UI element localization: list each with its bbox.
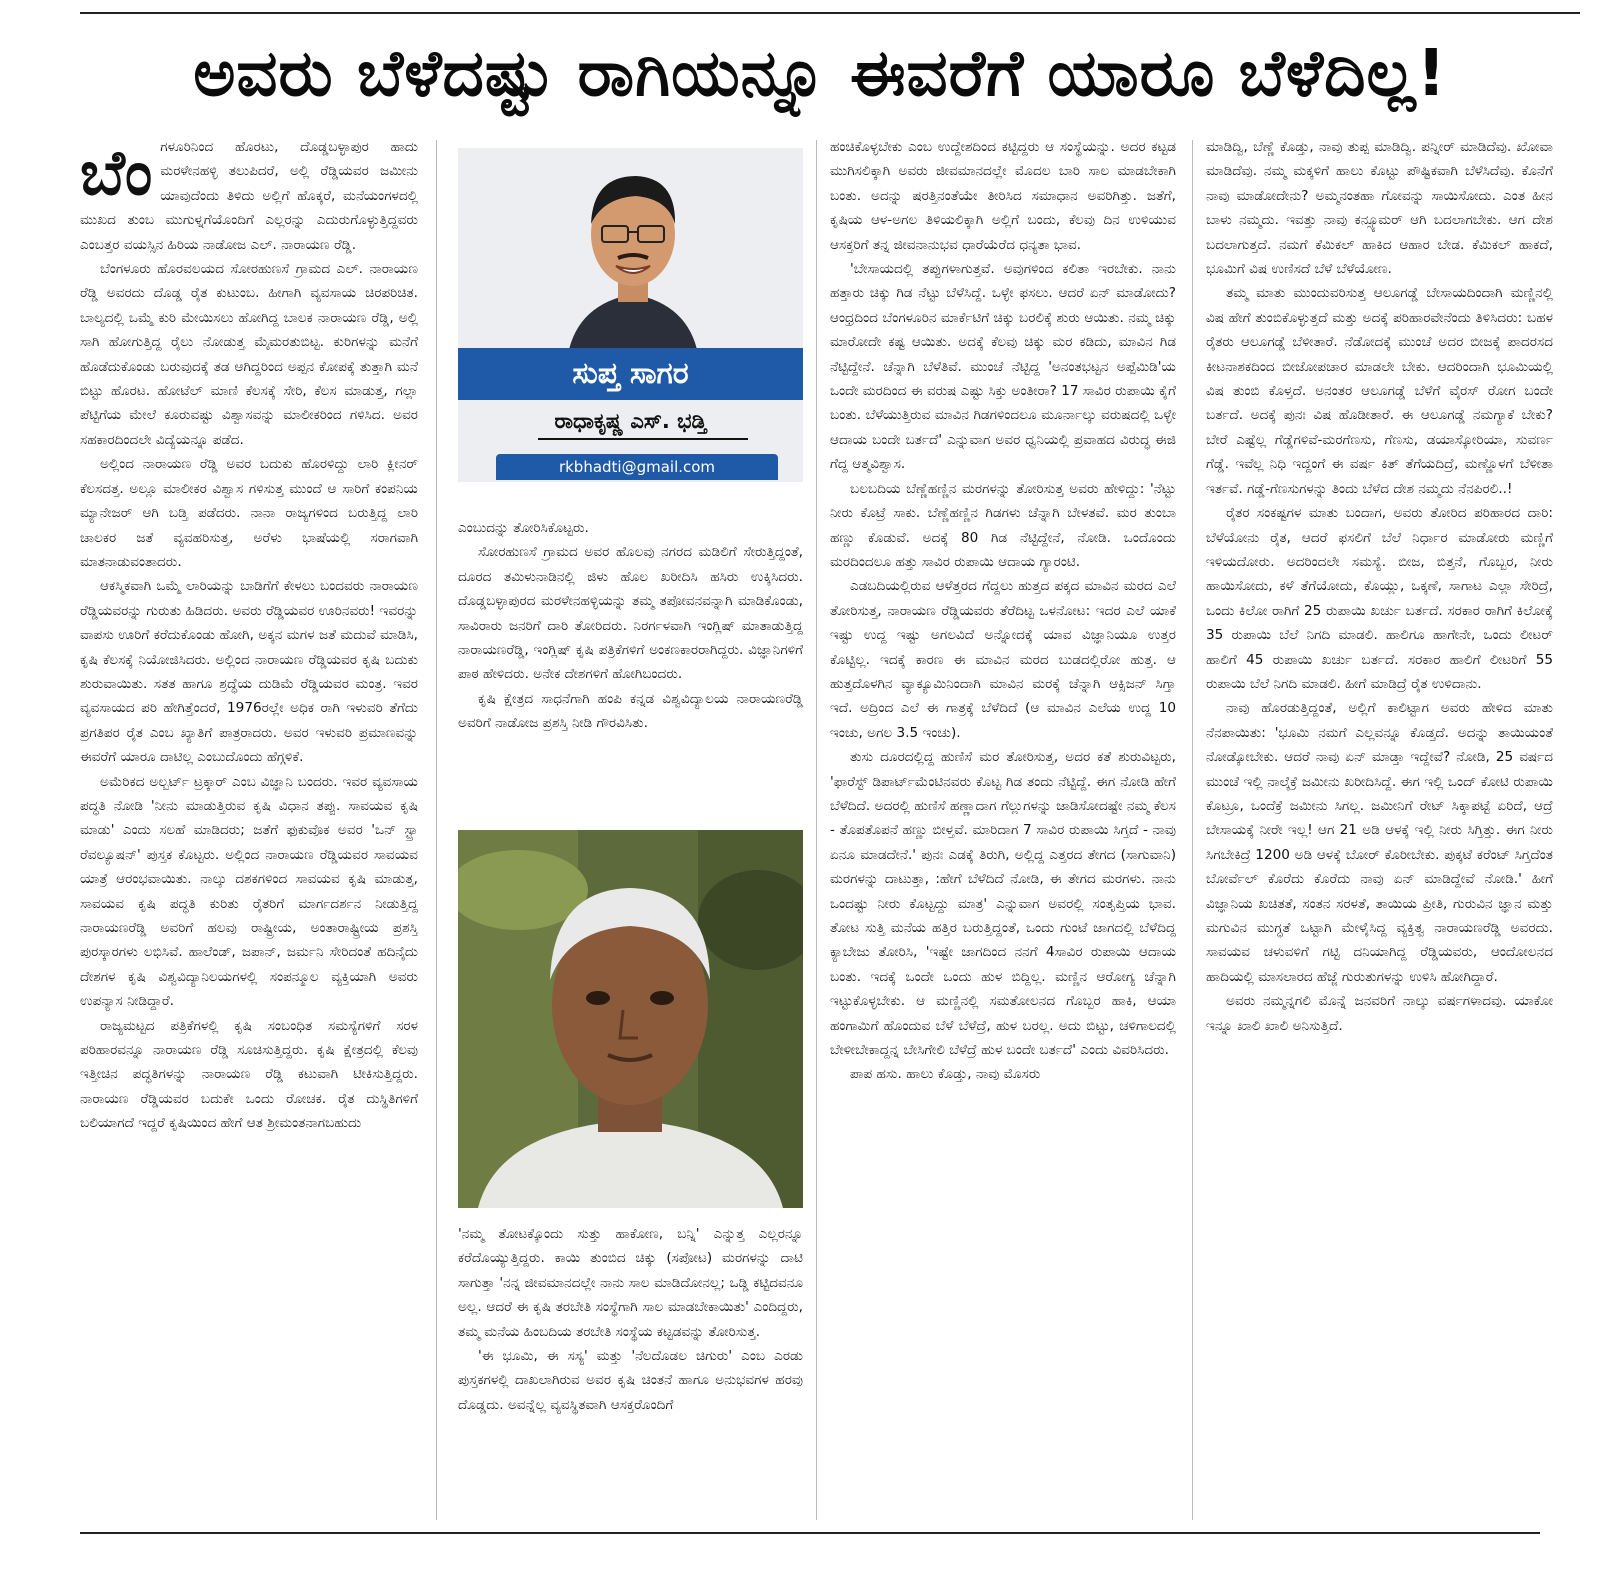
- author-underline: [538, 438, 748, 440]
- paragraph: ತಮ್ಮ ಮಾತು ಮುಂದುವರಿಸುತ್ತ ಆಲೂಗಡ್ಡೆ ಬೇಸಾಯದಿಂದಾಗಿ ಮಣ್ಣಿನಲ್ಲಿ ವಿಷ ಹೇಗೆ ತುಂಬಿಕೊಳ್ಳುತ್ತದೆ ಮತ್ತು ಅದಕ್ಕೆ ಪರಿಹಾರವೇನೆಂದು ತಿಳಿಸಿದರು: ಬಹಳ ರೈತರು ಆಲೂಗಡ್ಡೆ ಬೆಳೀತಾರೆ. ನೆಡೋದಕ್ಕೆ ಮುಂಚೆ ಅದರ ಬೀಜಕ್ಕೆ ಪಾದರಸದ ಕೀಟನಾಶಕದಿಂದ ಬೀಜೋಪಚಾರ ಮಾಡಲೇ ಬೇಕು. ಆದರಿಂದಾಗಿ ಭೂಮಿಯಲ್ಲಿ ವಿಷ ತುಂಬಿ ಕೊಳ್ತದೆ. ಅನಂತರ ಆಲೂಗಡ್ಡೆ ಬೆಳೆಗೆ ವೈರಸ್ ರೋಗ ಬಂದೇ ಬರ್ತದೆ. ಅದಕ್ಕೆ ಪುನಃ ವಿಷ ಹೊಡೀತಾರೆ. ಈ ಆಲೂಗಡ್ಡೆ ನಮಗ್ಯಾಕೆ ಬೇಕು? ಬೇರೆ ಎಷ್ಟೆಲ್ಲ ಗೆಡ್ಡೆಗಳಿವೆ-ಮರಗೆಣಸು, ಗೆಣಸು, ಡಯಾಸ್ಕೋರಿಯಾ, ಸುವರ್ಣ ಗೆಡ್ಡೆ. ಇವೆಲ್ಲ ನಿಧಿ ಇದ್ದಂಗೆ ಈ ವರ್ಷ ಕಿತ್ ತೆಗೆಯದಿದ್ರೆ, ಮಣ್ಣೊಳಗೆ ಬೆಳೀತಾ ಇರ್ತವೆ. ಗಡ್ಡೆ-ಗೆಣಸುಗಳನ್ನು ತಿಂದು ಬೆಳೆದ ದೇಶ ನಮ್ಮದು ನೆನಪಿರಲಿ..!: [1206, 285, 1553, 497]
- paragraph: ಅವರು ನಮ್ಮನ್ನಗಲಿ ಮೊನ್ನೆ ಜನವರಿಗೆ ನಾಲ್ಕು ವರ್ಷಗಳಾದವು. ಯಾಕೋ ಇನ್ನೂ ಖಾಲಿ ಖಾಲಿ ಅನಿಸುತ್ತಿದೆ.: [1206, 993, 1553, 1034]
- bottom-rule: [80, 1532, 1540, 1534]
- author-email: rkbhadti@gmail.com: [558, 458, 716, 476]
- paragraph: ಬಲಬದಿಯ ಬೆಣ್ಣೆಹಣ್ಣಿನ ಮರಗಳನ್ನು ತೋರಿಸುತ್ತ ಅವರು ಹೇಳಿದ್ದು: 'ನೆಟ್ಟು ನೀರು ಕೊಟ್ರೆ ಸಾಕು. ಬೆಣ್ಣೆಹಣ್ಣಿನ ಗಿಡಗಳು ಚೆನ್ನಾಗಿ ಬೇಳತವೆ. ಮರ ತುಂಬಾ ಹಣ್ಣು ಕೊಡುವೆ. ಅದಕ್ಕೆ 80 ಗಿಡ ನೆಟ್ಟಿದ್ದೇನೆ, ನೋಡಿ. ಒಂದೊಂದು ಮರದಿಂದಲೂ ಹತ್ತು ಸಾವಿರ ರುಪಾಯಿ ಆದಾಯ ಗ್ಯಾರಂಟಿ.: [830, 480, 1176, 570]
- article-column-1: [80, 135, 418, 1525]
- author-name: ರಾಧಾಕೃಷ್ಣ ಎಸ್. ಭಡ್ತಿ: [554, 409, 707, 433]
- top-rule: [80, 12, 1580, 14]
- paragraph: ಗಳೂರಿನಿಂದ ಹೊರಟು, ದೊಡ್ಡಬಳ್ಳಾಪುರ ಹಾದು ಮರಳೇನಹಳ್ಳಿ ತಲುಪಿದರೆ, ಅಲ್ಲಿ ರೆಡ್ಡಿಯವರ ಜಮೀನು ಯಾವುದೆಂದು ತಿಳಿದು ಅಲ್ಲಿಗೆ ಹೊಕ್ಕರೆ, ಮನೆಯಂಗಳದಲ್ಲಿ ಮುಖದ ತುಂಬ ಮುಗುಳ್ನಗೆಯೊಂದಿಗೆ ಎಲ್ಲರನ್ನು ಎದುರುಗೊಳ್ಳುತ್ತಿದ್ದವರು ಎಂಬತ್ತರ ವಯಸ್ಸಿನ ಹಿರಿಯ ನಾಡೋಜ ಎಲ್. ನಾರಾಯಣ ರೆಡ್ಡಿ.: [80, 139, 418, 253]
- article-column-2-continued: [458, 1222, 803, 1525]
- paragraph: ತುಸು ದೂರದಲ್ಲಿದ್ದ ಹುಣಿಸೆ ಮರ ತೋರಿಸುತ್ತ, ಅದರ ಕತೆ ಶುರುವಿಟ್ಟರು, 'ಫಾರೆಸ್ಟ್ ಡಿಪಾರ್ಟ್‌ಮೆಂಟಿನವರು ಕೊಟ್ಟ ಗಿಡ ತಂದು ನೆಟ್ಟಿದ್ದೆ. ಈಗ ನೋಡಿ ಹೇಗೆ ಬೆಳೆದಿದೆ. ಅದರಲ್ಲಿ ಹುಣಿಸೆ ಹಣ್ಣಾದಾಗ ಗೆಲ್ಲುಗಳನ್ನು ಜಾಡಿಸೋದಷ್ಟೇ ನಮ್ಮ ಕೆಲಸ - ತೊಪತೊಪನೆ ಹಣ್ಣು ಬೀಳ್ತವೆ. ಮಾರಿದಾಗ 7 ಸಾವಿರ ರುಪಾಯಿ ಸಿಗ್ತದೆ - ನಾವು ಏನೂ ಮಾಡದೇನೆ.' ಪುನಃ ಎಡಕ್ಕೆ ತಿರುಗಿ, ಅಲ್ಲಿದ್ದ ಎತ್ತರದ ತೇಗದ (ಸಾಗುವಾನಿ) ಮರಗಳನ್ನು ದಾಟುತ್ತಾ, :ಹೇಗೆ ಬೆಳೆದಿದೆ ನೋಡಿ, ಈ ತೇಗದ ಮರಗಳು. ನಾನು ಒಂದಷ್ಟು ನೀರು ಕೊಟ್ಟದ್ದು ಮಾತ್ರ' ಎನ್ನುವಾಗ ಅವರಲ್ಲಿ ಸಂತೃಪ್ತಿಯ ಭಾವ. ತೋಟ ಸುತ್ತಿ ಮನೆಯ ಹತ್ತಿರ ಬರುತ್ತಿದ್ದಂತೆ, ಒಂದು ಗುಂಟೆ ಜಾಗದಲ್ಲಿ ಬೆಳೆದಿದ್ದ ಕ್ಯಾಬೇಜು ತೋರಿಸಿ, 'ಇಷ್ಟೇ ಜಾಗದಿಂದ ನನಗೆ 4ಸಾವಿರ ರುಪಾಯಿ ಆದಾಯ ಬಂತು. ಇದಕ್ಕೆ ಒಂದೇ ಒಂದು ಹುಳ ಬಿದ್ದಿಲ್ಲ. ಮಣ್ಣಿನ ಆರೋಗ್ಯ ಚೆನ್ನಾಗಿ ಇಟ್ಟುಕೊಳ್ಳಬೇಕು. ಆ ಮಣ್ಣಿನಲ್ಲಿ ಸಮತೋಲನದ ಗೊಬ್ಬರ ಹಾಕಿ, ಆಯಾ ಹಂಗಾಮಿಗೆ ಹೊಂದುವ ಬೆಳೆ ಬೆಳೆದ್ರೆ, ಹುಳ ಬರಲ್ಲ. ಅದು ಬಿಟ್ಟು, ಚಳಿಗಾಲದಲ್ಲಿ ಬೇಳೀಬೇಕಾದ್ದನ್ನ ಬೇಸಿಗೇಲಿ ಬೆಳೆದ್ರೆ ಹುಳ ಬಂದೇ ಬರ್ತದೆ' ಎಂದು ವಿವರಿಸಿದರು.: [830, 749, 1176, 1059]
- column-divider: [816, 140, 817, 1520]
- paragraph: ಸೋರಹುಣಸೆ ಗ್ರಾಮದ ಅವರ ಹೊಲವು ನಗರದ ಮಡಿಲಿಗೆ ಸೇರುತ್ತಿದ್ದಂತೆ, ದೂರದ ತಮಿಳುನಾಡಿನಲ್ಲಿ ಜಿಳು ಹೊಲ ಖರೀದಿಸಿ ಹಸಿರು ಉಕ್ಕಿಸಿದರು. ದೊಡ್ಡಬಳ್ಳಾಪುರದ ಮರಳೇನಹಳ್ಳಿಯನ್ನು ತಮ್ಮ ತಪೋವನವನ್ನಾಗಿ ಮಾಡಿಕೊಂಡು, ಸಾವಿರಾರು ಜನರಿಗೆ ದಾರಿ ತೋರಿದರು. ನಿರರ್ಗಳವಾಗಿ ಇಂಗ್ಲಿಷ್ ಮಾತಾಡುತ್ತಿದ್ದ ನಾರಾಯಣರೆಡ್ಡಿ, ಇಂಗ್ಲಿಷ್ ಕೃಷಿ ಪತ್ರಿಕೆಗಳಿಗೆ ಅಂಕಣಕಾರರಾಗಿದ್ದರು. ವಿಜ್ಞಾನಿಗಳಿಗೆ ಪಾಠ ಹೇಳಿದರು. ಅನೇಕ ದೇಶಗಳಿಗೆ ಹೋಗಿಬಂದರು.: [458, 544, 803, 683]
- paragraph: ಮಾಡಿದ್ವಿ, ಬೆಣ್ಣೆ ಕೊಡ್ತು, ನಾವು ತುಪ್ಪ ಮಾಡಿದ್ವಿ. ಪನ್ನೀರ್ ಮಾಡಿದೆವು. ಖೋವಾ ಮಾಡಿದೆವು. ನಮ್ಮ ಮಕ್ಕಳಿಗೆ ಹಾಲು ಕೊಟ್ಟು ಪೌಷ್ಟಿಕವಾಗಿ ಬೆಳೆಸಿದೆವು. ಕೊನೆಗೆ ನಾವು ಮಾಡೋದೇನು? ಅಮ್ಮನಂತಹಾ ಗೋವನ್ನು ಸಾಯಿಸೋದು. ಎಂತ ಹೀನ ಬಾಳು ನಮ್ಮದು. ಇವತ್ತು ನಾವು ಕನ್ಸ್ಯೂಮರ್ ಆಗಿ ಬದಲಾಗಬೇಕು. ಆಗ ದೇಶ ಬದಲಾಗುತ್ತದೆ. ನಮಗೆ ಕೆಮಿಕಲ್ ಹಾಕಿದ ಆಹಾರ ಬೇಡ. ಕೆಮಿಕಲ್ ಹಾಕದೆ, ಭೂಮಿಗೆ ವಿಷ ಉಣಿಸದೆ ಬೆಳೆ ಬೆಳೆಯೋಣ.: [1206, 139, 1553, 278]
- paragraph: ಪಾಪ ಹಸು. ಹಾಲು ಕೊಡ್ತು, ನಾವು ಮೊಸರು: [850, 1066, 1041, 1083]
- paragraph: ಕೃಷಿ ಕ್ಷೇತ್ರದ ಸಾಧನೆಗಾಗಿ ಹಂಪಿ ಕನ್ನಡ ವಿಶ್ವವಿದ್ಯಾಲಯ ನಾರಾಯಣರೆಡ್ಡಿ ಅವರಿಗೆ ನಾಡೋಜ ಪ್ರಶಸ್ತಿ ನೀಡಿ ಗೌರವಿಸಿತು.: [458, 690, 803, 732]
- farmer-photo: [458, 830, 803, 1208]
- paragraph: ಹಂಚಿಕೊಳ್ಳಬೇಕು ಎಂಬ ಉದ್ದೇಶದಿಂದ ಕಟ್ಟಿದ್ದರು ಆ ಸಂಸ್ಥೆಯನ್ನು. ಅದರ ಕಟ್ಟಡ ಮುಗಿಸಲಿಕ್ಕಾಗಿ ಅವರು ಜೀವಮಾನದಲ್ಲೇ ಮೊದಲ ಬಾರಿ ಸಾಲ ಮಾಡಬೇಕಾಗಿ ಬಂತು. ಅದನ್ನು ಷರತ್ತಿನಂತೆಯೇ ತೀರಿಸಿದ ಸಮಾಧಾನ ಅವರಿಗಿತ್ತು. ಜತೆಗೆ, ಕೃಷಿಯ ಆಳ-ಅಗಲ ತಿಳಿಯಲಿಕ್ಕಾಗಿ ಅಲ್ಲಿಗೆ ಬಂದು, ಕೆಲವು ದಿನ ಉಳಿಯುವ ಆಸಕ್ತರಿಗೆ ತನ್ನ ಜೀವನಾನುಭವ ಧಾರೆಯೆರೆದ ಧನ್ಯತಾ ಭಾವ.: [830, 139, 1176, 253]
- paragraph: ಎಂಬುದನ್ನು ತೋರಿಸಿಕೊಟ್ಟರು.: [458, 520, 589, 536]
- paragraph: 'ಈ ಭೂಮಿ, ಈ ಸಸ್ಯ' ಮತ್ತು 'ನೆಲದೊಡಲ ಚಿಗುರು' ಎಂಬ ಎರಡು ಪುಸ್ತಕಗಳಲ್ಲಿ ದಾಖಲಾಗಿರುವ ಅವರ ಕೃಷಿ ಚಿಂತನೆ ಹಾಗೂ ಅನುಭವಗಳ ಹರವು ದೊಡ್ಡದು. ಅವನ್ನೆಲ್ಲ ವ್ಯವಸ್ಥಿತವಾಗಿ ಆಸಕ್ತರೊಂದಿಗೆ: [458, 1348, 803, 1413]
- paragraph: ಆಕಸ್ಮಿಕವಾಗಿ ಒಮ್ಮೆ ಲಾರಿಯನ್ನು ಬಾಡಿಗೆಗೆ ಕೇಳಲು ಬಂದವರು ನಾರಾಯಣ ರೆಡ್ಡಿಯವರನ್ನು ಗುರುತು ಹಿಡಿದರು. ಅವರು ರೆಡ್ಡಿಯವರ ಊರಿನವರು! ಇವರನ್ನು ವಾಪಸು ಊರಿಗೆ ಕರೆದುಕೊಂಡು ಹೋಗಿ, ಅಕ್ಕನ ಮಗಳ ಜತೆ ಮದುವೆ ಮಾಡಿಸಿ, ಕೃಷಿ ಕೆಲಸಕ್ಕೆ ನಿಯೋಜಿಸಿದರು. ಅಲ್ಲಿಂದ ನಾರಾಯಣ ರೆಡ್ಡಿಯವರ ಕೃಷಿ ಬದುಕು ಶುರುವಾಯಿತು. ಸತತ ಹಾಗೂ ಶ್ರದ್ಧೆಯ ದುಡಿಮೆ ರೆಡ್ಡಿಯವರ ಮಂತ್ರ. ಇವರ ವ್ಯವಸಾಯದ ಪರಿ ಹೇಗಿತ್ತೆಂದರೆ, 1976ರಲ್ಲೇ ಅಧಿಕ ರಾಗಿ ಇಳುವರಿ ತೆಗೆದು ಪ್ರಗತಿಪರ ರೈತ ಎಂಬ ಖ್ಯಾತಿಗೆ ಪಾತ್ರರಾದರು. ಅವರ ಇಳುವರಿ ಪ್ರಮಾಣವನ್ನು ಈವರೆಗೆ ಯಾರೂ ದಾಟಿಲ್ಲ ಎಂಬುದೊಂದು ಹೆಗ್ಗಳಿಕೆ.: [80, 578, 418, 766]
- paragraph: 'ಬೇಸಾಯದಲ್ಲಿ ತಪ್ಪುಗಳಾಗುತ್ತವೆ. ಅವುಗಳಿಂದ ಕಲಿತಾ ಇರಬೇಕು. ನಾನು ಹತ್ತಾರು ಚಿಕ್ಕು ಗಿಡ ನೆಟ್ಟು ಬೆಳೆಸಿದ್ದೆ. ಒಳ್ಳೇ ಫಸಲು. ಆದರೆ ಏನ್ ಮಾಡೋದು? ಆಂಧ್ರದಿಂದ ಬೆಂಗಳೂರಿನ ಮಾರ್ಕೆಟಿಗೆ ಚಿಕ್ಕು ಬರಲಿಕ್ಕೆ ಶುರು ಆಯಿತು. ನಮ್ಮ ಚಿಕ್ಕು ಮಾರೋದೇ ಕಷ್ಟ ಆಯಿತು. ಅದಕ್ಕೆ ಕೆಲವು ಚಿಕ್ಕು ಮರ ಕಡಿದು, ಮಾವಿನ ಗಿಡ ನೆಟ್ಟಿದ್ದೇನೆ. ಚೆನ್ನಾಗಿ ಬೆಳೆತಿವೆ. ಮುಂಚೆ ನೆಟ್ಟಿದ್ದ 'ಅನಂತಭಟ್ಟನ ಅಪ್ಪೆಮಿಡಿ'ಯ ಒಂದೇ ಮರದಿಂದ ಈ ವರುಷ ಎಷ್ಟು ಸಿಕ್ತು ಅಂತೀರಾ? 17 ಸಾವಿರ ರುಪಾಯಿ ಕೈಗೆ ಬಂತು. ಬೆಳೆಯುತ್ತಿರುವ ಮಾವಿನ ಗಿಡಗಳಿಂದಲೂ ಮೂರ್ನಾಲ್ಕು ವರುಷದಲ್ಲಿ ಒಳ್ಳೇ ಆದಾಯ ಬಂದೇ ಬರ್ತದೆ' ಎನ್ನುವಾಗ ಅವರ ಧ್ವನಿಯಲ್ಲಿ ಪ್ರವಾಹದ ವಿರುದ್ಧ ಈಜಿ ಗೆದ್ದ ಆತ್ಮವಿಶ್ವಾಸ.: [830, 261, 1176, 473]
- paragraph: ಎಡಬದಿಯಲ್ಲಿರುವ ಆಳೆತ್ತರದ ಗೆದ್ದಲು ಹುತ್ತದ ಪಕ್ಕದ ಮಾವಿನ ಮರದ ಎಲೆ ತೋರಿಸುತ್ತ, ನಾರಾಯಣ ರೆಡ್ಡಿಯವರು ತೆರೆದಿಟ್ಟ ಒಳನೋಟ: ಇದರ ಎಲೆ ಯಾಕೆ ಇಷ್ಟು ಉದ್ದ ಇಷ್ಟು ಅಗಲವಿದೆ ಅನ್ನೋದಕ್ಕೆ ಯಾವ ವಿಜ್ಞಾನಿಯೂ ಉತ್ತರ ಕೊಟ್ಟಿಲ್ಲ. ಇದಕ್ಕೆ ಕಾರಣ ಈ ಮಾವಿನ ಮರದ ಬುಡದಲ್ಲಿರೋ ಹುತ್ತ. ಆ ಹುತ್ತದೊಳಗಿನ ವ್ಯಾಕ್ಯೂಮಿನಿಂದಾಗಿ ಮಾವಿನ ಮರಕ್ಕೆ ಚೆನ್ನಾಗಿ ಆಕ್ಸಿಜನ್ ಸಿಗ್ತಾ ಇದೆ. ಅದ್ರಿಂದ ಎಲೆ ಈ ಗಾತ್ರಕ್ಕೆ ಬೆಳೆದಿದೆ (ಆ ಮಾವಿನ ಎಲೆಯ ಉದ್ದ 10 ಇಂಚು, ಅಗಲ 3.5 ಇಂಚು).: [830, 578, 1176, 741]
- paragraph: ರೈತರ ಸಂಕಷ್ಟಗಳ ಮಾತು ಬಂದಾಗ, ಅವರು ತೋರಿದ ಪರಿಹಾರದ ದಾರಿ: ಬೆಳೆಯೋನು ರೈತ, ಆದರೆ ಫಸಲಿಗೆ ಬೆಲೆ ನಿರ್ಧಾರ ಮಾಡೋರು ಮಣ್ಣಿಗೆ ಇಳಿಯದೋರು. ಅದರಿಂದಲೇ ಸಮಸ್ಯೆ. ಬೀಜ, ಬಿತ್ತನೆ, ಗೊಬ್ಬರ, ನೀರು ಹಾಯಿಸೋದು, ಕಳೆ ತೆಗೆಯೋದು, ಕೊಯ್ಲು, ಒಕ್ಕಣೆ, ಸಾಗಾಟ ಎಲ್ಲಾ ಸೇರಿದ್ರೆ, ಒಂದು ಕಿಲೋ ರಾಗಿಗೆ 25 ರುಪಾಯಿ ಖರ್ಚು ಬರ್ತದೆ. ಸರಕಾರ ರಾಗಿಗೆ ಕಿಲೋಕ್ಕೆ 35 ರುಪಾಯಿ ಬೆಲೆ ನಿಗದಿ ಮಾಡಲಿ. ಹಾಲಿಗೂ ಹಾಗೇನೇ, ಒಂದು ಲೀಟರ್ ಹಾಲಿಗೆ 45 ರುಪಾಯಿ ಖರ್ಚು ಬರ್ತದೆ. ಸರಕಾರ ಹಾಲಿಗೆ ಲೀಟರಿಗೆ 55 ರುಪಾಯಿ ಬೆಲೆ ನಿಗದಿ ಮಾಡಲಿ. ಹೀಗೆ ಮಾಡಿದ್ರೆ ರೈತ ಉಳಿದಾನು.: [1206, 505, 1553, 692]
- paragraph: 'ನಮ್ಮ ತೋಟಕ್ಕೊಂದು ಸುತ್ತು ಹಾಕೋಣ, ಬನ್ನಿ' ಎನ್ನುತ್ತ ಎಲ್ಲರನ್ನೂ ಕರೆದೊಯ್ಯುತ್ತಿದ್ದರು. ಕಾಯಿ ತುಂಬಿದ ಚಿಕ್ಕು (ಸಪೋಟ) ಮರಗಳನ್ನು ದಾಟಿ ಸಾಗುತ್ತಾ 'ನನ್ನ ಜೀವಮಾನದಲ್ಲೇ ನಾನು ಸಾಲ ಮಾಡಿದೋನಲ್ಲ; ಒಡ್ಡಿ ಕಟ್ಟಿದವನೂ ಅಲ್ಲ. ಆದರೆ ಈ ಕೃಷಿ ತರಬೇತಿ ಸಂಸ್ಥೆಗಾಗಿ ಸಾಲ ಮಾಡಬೇಕಾಯಿತು' ಎಂದಿದ್ದರು, ತಮ್ಮ ಮನೆಯ ಹಿಂಬದಿಯ ತರಬೇತಿ ಸಂಸ್ಥೆಯ ಕಟ್ಟಡವನ್ನು ತೋರಿಸುತ್ತ.: [458, 1226, 803, 1340]
- columnist-box: [458, 148, 803, 482]
- paragraph: ಬೆಂಗಳೂರು ಹೊರವಲಯದ ಸೋರಹುಣಸೆ ಗ್ರಾಮದ ಎಲ್. ನಾರಾಯಣ ರೆಡ್ಡಿ ಅವರದು ದೊಡ್ಡ ರೈತ ಕುಟುಂಬ. ಹೀಗಾಗಿ ವ್ಯವಸಾಯ ಚಿರಪರಿಚಿತ. ಬಾಲ್ಯದಲ್ಲಿ ಒಮ್ಮೆ ಕುರಿ ಮೇಯಿಸಲು ಹೋಗಿದ್ದ ಬಾಲಕ ನಾರಾಯಣ ರೆಡ್ಡಿ, ಅಲ್ಲಿ ಸಾಗಿ ಹೋಗುತ್ತಿದ್ದ ರೈಲು ನೋಡುತ್ತ ಮೈಮರತುಬಿಟ್ಟ. ಕುರಿಗಳನ್ನು ಮನೆಗೆ ಹೊಡೆದುಕೊಂಡು ಬರುವುದಕ್ಕೆ ತಡ ಆಗಿದ್ದರಿಂದ ಅಪ್ಪನ ಕೋಪಕ್ಕೆ ತುತ್ತಾಗಿ ಮನೆ ಬಿಟ್ಟು ಹೊರಟ. ಹೋಟೆಲ್ ಮಾಣಿ ಕೆಲಸಕ್ಕೆ ಸೇರಿ, ಕೆಲಸ ಮಾಡುತ್ತ, ಗಲ್ಲಾ ಪೆಟ್ಟಿಗೆಯ ಮೇಲೆ ಕೂರುವಷ್ಟು ವಿಶ್ವಾಸವನ್ನು ಮಾಲೀಕರಿಂದ ಗಳಿಸಿದ. ಅವರ ಸಹಕಾರದಿಂದಲೇ ವಿದ್ಯೆಯನ್ನೂ ಪಡೆದ.: [80, 261, 418, 448]
- paragraph: ನಾವು ಹೊರಡುತ್ತಿದ್ದಂತೆ, ಅಲ್ಲಿಗೆ ಕಾಲಿಟ್ಟಾಗ ಅವರು ಹೇಳಿದ ಮಾತು ನೆನಪಾಯಿತು: 'ಭೂಮಿ ನಮಗೆ ಎಲ್ಲವನ್ನೂ ಕೊಡ್ತದೆ. ಅದನ್ನು ತಾಯಿಯಂತೆ ನೋಡ್ಕೋಬೇಕು. ಆದರೆ ನಾವು ಏನ್ ಮಾಡ್ತಾ ಇದ್ದೇವೆ? ನೋಡಿ, 25 ವರ್ಷದ ಮುಂಚೆ ಇಲ್ಲಿ ನಾಲ್ಕೆಕ್ರೆ ಜಮೀನು ಖರೀದಿಸಿದ್ದೆ. ಈಗ ಇಲ್ಲಿ ಒಂದ್ ಕೋಟಿ ರುಪಾಯಿ ಕೊಟ್ರೂ, ಒಂದೆಕ್ರೆ ಜಮೀನು ಸಿಗಲ್ಲ. ಜಮೀನಿಗೆ ರೇಟ್ ಸಿಕ್ಕಾಪಟ್ಟೆ ಏರಿದೆ, ಆದ್ರೆ ಬೇಸಾಯಕ್ಕೆ ನೀರೇ ಇಲ್ಲ! ಆಗ 21 ಅಡಿ ಆಳಕ್ಕೆ ಇಲ್ಲಿ ನೀರು ಸಿಗ್ತಿತ್ತು. ಈಗ ನೀರು ಸಿಗಬೇಕಿದ್ರೆ 1200 ಅಡಿ ಆಳಕ್ಕೆ ಬೋರ್ ಕೊರೀಬೇಕು. ಪುಕ್ಕಟೆ ಕರೆಂಟ್ ಸಿಗ್ತದೆಂತ ಬೋರ್ವೆಲ್ ಕೊರೆದು ಕೊರೆದು ನಾವು ಏನ್ ಮಾಡಿದ್ದೇವೆ ನೋಡಿ.' ಹೀಗೆ ವಿಜ್ಞಾನಿಯ ಖಚಿತತೆ, ಸಂತನ ಸರಳತೆ, ತಾಯಿಯ ಪ್ರೀತಿ, ಗುರುವಿನ ಜ್ಞಾನ ಮತ್ತು ಮಗುವಿನ ಮುಗ್ಧತೆ ಒಟ್ಟಾಗಿ ಮೇಳೈಸಿದ್ದ ವ್ಯಕ್ತಿತ್ವ ನಾರಾಯಣರೆಡ್ಡಿ ಅವರದು. ಸಾವಯವ ಚಳುವಳಿಗೆ ಗಟ್ಟಿ ದನಿಯಾಗಿದ್ದ ರೆಡ್ಡಿಯವರು, ಆಂದೋಲನದ ಹಾದಿಯಲ್ಲಿ ಮಾಸಲಾರದ ಹೆಜ್ಜೆ ಗುರುತುಗಳನ್ನು ಉಳಿಸಿ ಹೋಗಿದ್ದಾರೆ.: [1206, 700, 1553, 985]
- article-column-2: [458, 516, 803, 802]
- column-name: ಸುಪ್ತ ಸಾಗರ: [572, 356, 689, 391]
- article-column-4: [1206, 135, 1553, 1525]
- column-divider: [436, 140, 437, 1520]
- dropcap: ಬೆಂ: [80, 136, 153, 209]
- paragraph: ರಾಜ್ಯಮಟ್ಟದ ಪತ್ರಿಕೆಗಳಲ್ಲಿ ಕೃಷಿ ಸಂಬಂಧಿತ ಸಮಸ್ಯೆಗಳಿಗೆ ಸರಳ ಪರಿಹಾರವನ್ನೂ ನಾರಾಯಣ ರೆಡ್ಡಿ ಸೂಚಿಸುತ್ತಿದ್ದರು. ಕೃಷಿ ಕ್ಷೇತ್ರದಲ್ಲಿ ಕೆಲವು ಇತ್ತೀಚಿನ ಪದ್ಧತಿಗಳನ್ನು ನಾರಾಯಣ ರೆಡ್ಡಿ ಕಟುವಾಗಿ ಟೀಕಿಸುತ್ತಿದ್ದರು. ನಾರಾಯಣ ರೆಡ್ಡಿಯವರ ಬದುಕೇ ಒಂದು ರೋಚಕ. ರೈತ ದುಸ್ಥಿತಿಗಳಿಗೆ ಬಲಿಯಾಗದೆ ಇದ್ದರೆ ಕೃಷಿಯಿಂದ ಹೇಗೆ ಆತ ಶ್ರೀಮಂತನಾಗಬಹುದು: [80, 1017, 418, 1132]
- paragraph: ಅಮೆರಿಕದ ಅಲ್ಬರ್ಟ್ ಟ್ರಕ್ಕಾರ್ ಎಂಬ ವಿಜ್ಞಾನಿ ಬಂದರು. ಇವರ ವ್ಯವಸಾಯ ಪದ್ಧತಿ ನೋಡಿ 'ನೀನು ಮಾಡುತ್ತಿರುವ ಕೃಷಿ ವಿಧಾನ ತಪ್ಪು. ಸಾವಯವ ಕೃಷಿ ಮಾಡು' ಎಂದು ಸಲಹೆ ಮಾಡಿದರು; ಜತೆಗೆ ಫುಕುವೊಕ ಅವರ 'ಒನ್ ಸ್ಟ್ರಾ ರೆವಲ್ಯೂಷನ್' ಪುಸ್ತಕ ಕೊಟ್ಟರು. ಅಲ್ಲಿಂದ ನಾರಾಯಣ ರೆಡ್ಡಿಯವರ ಸಾವಯವ ಯಾತ್ರೆ ಆರಂಭವಾಯಿತು. ನಾಲ್ಕು ದಶಕಗಳಿಂದ ಸಾವಯವ ಕೃಷಿ ಮಾಡುತ್ತ, ಸಾವಯವ ಕೃಷಿ ಪದ್ಧತಿ ಕುರಿತು ರೈತರಿಗೆ ಮಾರ್ಗದರ್ಶನ ನೀಡುತ್ತಿದ್ದ ನಾರಾಯಣರೆಡ್ಡಿ ಅವರಿಗೆ ಹಲವು ರಾಷ್ಟ್ರೀಯ, ಅಂತಾರಾಷ್ಟ್ರೀಯ ಪ್ರಶಸ್ತಿ ಪುರಸ್ಕಾರಗಳು ಲಭಿಸಿವೆ. ಹಾಲೆಂಡ್, ಜಪಾನ್, ಜರ್ಮನಿ ಸೇರಿದಂತೆ ಹದಿನೈದು ದೇಶಗಳ ಕೃಷಿ ವಿಶ್ವವಿದ್ಯಾನಿಲಯಗಳಲ್ಲಿ ಸಂಪನ್ಮೂಲ ವ್ಯಕ್ತಿಯಾಗಿ ಅವರು ಉಪನ್ಯಾಸ ನೀಡಿದ್ದಾರೆ.: [80, 773, 418, 1010]
- column-divider: [1192, 140, 1193, 1520]
- author-portrait: [558, 154, 708, 354]
- headline: ಅವರು ಬೆಳೆದಷ್ಟು ರಾಗಿಯನ್ನೂ ಈವರೆಗೆ ಯಾರೂ ಬೆಳೆದಿಲ್ಲ!: [193, 37, 1447, 111]
- paragraph: ಅಲ್ಲಿಂದ ನಾರಾಯಣ ರೆಡ್ಡಿ ಅವರ ಬದುಕು ಹೊರಳಿದ್ದು ಲಾರಿ ಕ್ಲೀನರ್ ಕೆಲಸದತ್ತ. ಅಲ್ಲೂ ಮಾಲೀಕರ ವಿಶ್ವಾಸ ಗಳಿಸುತ್ತ ಮುಂದೆ ಆ ಸಾರಿಗೆ ಕಂಪನಿಯ ಮ್ಯಾನೇಜರ್ ಆಗಿ ಬಡ್ತಿ ಪಡೆದರು. ನಾನಾ ರಾಜ್ಯಗಳಿಂದ ಬರುತ್ತಿದ್ದ ಲಾರಿ ಚಾಲಕರ ಜತೆ ವ್ಯವಹರಿಸುತ್ತ, ಅರೆಳು ಭಾಷೆಯಲ್ಲಿ ಸರಾಗವಾಗಿ ಮಾತನಾಡುವಂತಾದರು.: [80, 456, 418, 570]
- article-column-3: [830, 135, 1176, 1525]
